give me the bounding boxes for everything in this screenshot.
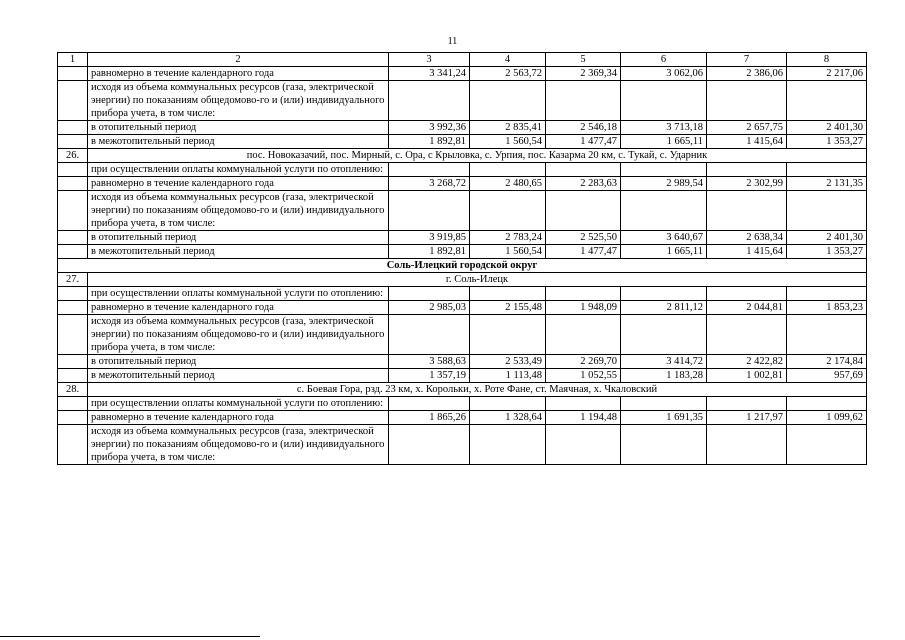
- value-cell: [707, 191, 787, 231]
- table-row: [58, 287, 867, 301]
- value-cell: [470, 287, 546, 301]
- value-cell: 2 155,48: [470, 301, 546, 315]
- value-cell: 2 783,24: [470, 231, 546, 245]
- row-label: в отопительный период: [88, 231, 389, 245]
- location-row: [58, 273, 867, 287]
- column-header: 2: [88, 53, 389, 67]
- location-row: [58, 149, 867, 163]
- value-cell: 1 892,81: [389, 245, 470, 259]
- value-cell: [707, 315, 787, 355]
- value-cell: [546, 287, 621, 301]
- value-cell: 3 341,24: [389, 67, 470, 81]
- value-cell: [707, 397, 787, 411]
- value-cell: [389, 163, 470, 177]
- value-cell: 2 989,54: [621, 177, 707, 191]
- value-cell: [621, 315, 707, 355]
- row-index-cell: [58, 67, 88, 81]
- value-cell: 1 665,11: [621, 135, 707, 149]
- district-heading: Соль-Илецкий городской округ: [58, 259, 867, 273]
- row-label: в отопительный период: [88, 121, 389, 135]
- row-label: равномерно в течение календарного года: [88, 67, 389, 81]
- row-label: при осуществлении оплаты коммунальной услуги по отоплению:: [88, 287, 389, 301]
- value-cell: 1 691,35: [621, 411, 707, 425]
- value-cell: 1 853,23: [787, 301, 867, 315]
- value-cell: 2 386,06: [707, 67, 787, 81]
- value-cell: 1 415,64: [707, 245, 787, 259]
- value-cell: 1 217,97: [707, 411, 787, 425]
- value-cell: 1 415,64: [707, 135, 787, 149]
- value-cell: 3 992,36: [389, 121, 470, 135]
- value-cell: 2 480,65: [470, 177, 546, 191]
- table-row: [58, 163, 867, 177]
- row-index-cell: [58, 191, 88, 231]
- table-body: [58, 53, 867, 465]
- table-row: [58, 397, 867, 411]
- value-cell: [546, 397, 621, 411]
- value-cell: [546, 425, 621, 465]
- row-index-cell: [58, 81, 88, 121]
- table-row: [58, 135, 867, 149]
- value-cell: 1 052,55: [546, 369, 621, 383]
- row-label: в межотопительный период: [88, 369, 389, 383]
- row-index-cell: [58, 397, 88, 411]
- value-cell: [621, 397, 707, 411]
- value-cell: [787, 191, 867, 231]
- value-cell: 3 588,63: [389, 355, 470, 369]
- value-cell: 1 357,19: [389, 369, 470, 383]
- row-index-cell: [58, 121, 88, 135]
- value-cell: [470, 191, 546, 231]
- table-row: [58, 67, 867, 81]
- value-cell: [546, 163, 621, 177]
- value-cell: [389, 191, 470, 231]
- column-header: 1: [58, 53, 88, 67]
- value-cell: [389, 397, 470, 411]
- row-label: исходя из объема коммунальных ресурсов (газа, электрической энергии) по показаниям общедомово-го и (или) индивидуального прибора учета, в том числе:: [88, 81, 389, 121]
- value-cell: 2 217,06: [787, 67, 867, 81]
- value-cell: [546, 191, 621, 231]
- row-label: равномерно в течение календарного года: [88, 177, 389, 191]
- value-cell: 1 665,11: [621, 245, 707, 259]
- value-cell: 1 099,62: [787, 411, 867, 425]
- row-index-cell: [58, 245, 88, 259]
- value-cell: [389, 287, 470, 301]
- table-row: [58, 411, 867, 425]
- column-header: 7: [707, 53, 787, 67]
- district-heading-row: [58, 259, 867, 273]
- location-name: пос. Новоказачий, пос. Мирный, с. Ора, с Крыловка, с. Урпия, пос. Казарма 20 км, с. Тукай, с. Ударник: [88, 149, 867, 163]
- row-index-cell: [58, 177, 88, 191]
- value-cell: 1 477,47: [546, 245, 621, 259]
- value-cell: 2 401,30: [787, 231, 867, 245]
- row-label: в межотопительный период: [88, 135, 389, 149]
- location-name: с. Боевая Гора, рзд. 23 км, х. Корольки, х. Роте Фане, ст. Маячная, х. Чкаловский: [88, 383, 867, 397]
- value-cell: [787, 81, 867, 121]
- column-header: 4: [470, 53, 546, 67]
- row-index-cell: [58, 355, 88, 369]
- value-cell: 2 563,72: [470, 67, 546, 81]
- row-label: в межотопительный период: [88, 245, 389, 259]
- value-cell: 957,69: [787, 369, 867, 383]
- value-cell: [470, 81, 546, 121]
- value-cell: [707, 81, 787, 121]
- value-cell: [621, 287, 707, 301]
- table-row: [58, 231, 867, 245]
- value-cell: [787, 425, 867, 465]
- row-index-cell: [58, 411, 88, 425]
- row-index: 26.: [58, 149, 88, 163]
- value-cell: 2 269,70: [546, 355, 621, 369]
- value-cell: [707, 163, 787, 177]
- value-cell: 3 640,67: [621, 231, 707, 245]
- value-cell: 2 302,99: [707, 177, 787, 191]
- value-cell: [470, 397, 546, 411]
- row-index-cell: [58, 369, 88, 383]
- row-index: 27.: [58, 273, 88, 287]
- value-cell: [787, 163, 867, 177]
- value-cell: 3 713,18: [621, 121, 707, 135]
- value-cell: 1 194,48: [546, 411, 621, 425]
- value-cell: 1 328,64: [470, 411, 546, 425]
- row-label: исходя из объема коммунальных ресурсов (газа, электрической энергии) по показаниям общедомово-го и (или) индивидуального прибора учета, в том числе:: [88, 425, 389, 465]
- table-row: [58, 315, 867, 355]
- value-cell: [787, 397, 867, 411]
- table-row: [58, 121, 867, 135]
- value-cell: 3 919,85: [389, 231, 470, 245]
- value-cell: 2 525,50: [546, 231, 621, 245]
- value-cell: 3 414,72: [621, 355, 707, 369]
- value-cell: 1 183,28: [621, 369, 707, 383]
- value-cell: [787, 315, 867, 355]
- value-cell: 2 369,34: [546, 67, 621, 81]
- column-header: 6: [621, 53, 707, 67]
- row-label: при осуществлении оплаты коммунальной услуги по отоплению:: [88, 163, 389, 177]
- row-index-cell: [58, 163, 88, 177]
- table-row: [58, 191, 867, 231]
- table-row: [58, 301, 867, 315]
- table-row: [58, 177, 867, 191]
- value-cell: [621, 163, 707, 177]
- row-label: равномерно в течение календарного года: [88, 301, 389, 315]
- table-row: [58, 369, 867, 383]
- value-cell: [546, 81, 621, 121]
- value-cell: 2 283,63: [546, 177, 621, 191]
- value-cell: 2 811,12: [621, 301, 707, 315]
- row-index-cell: [58, 301, 88, 315]
- column-header: 8: [787, 53, 867, 67]
- value-cell: [707, 425, 787, 465]
- row-index: 28.: [58, 383, 88, 397]
- location-row: [58, 383, 867, 397]
- value-cell: [389, 425, 470, 465]
- value-cell: 1 560,54: [470, 245, 546, 259]
- value-cell: [389, 315, 470, 355]
- value-cell: 1 865,26: [389, 411, 470, 425]
- value-cell: 1 948,09: [546, 301, 621, 315]
- footnote-divider: [0, 636, 260, 637]
- row-label: в отопительный период: [88, 355, 389, 369]
- value-cell: [470, 425, 546, 465]
- value-cell: 1 477,47: [546, 135, 621, 149]
- column-header: 5: [546, 53, 621, 67]
- value-cell: [707, 287, 787, 301]
- value-cell: [621, 81, 707, 121]
- value-cell: [621, 425, 707, 465]
- value-cell: 2 638,34: [707, 231, 787, 245]
- location-name: г. Соль-Илецк: [88, 273, 867, 287]
- value-cell: 1 892,81: [389, 135, 470, 149]
- row-label: равномерно в течение календарного года: [88, 411, 389, 425]
- value-cell: [470, 315, 546, 355]
- table-row: [58, 81, 867, 121]
- value-cell: 1 353,27: [787, 135, 867, 149]
- row-index-cell: [58, 425, 88, 465]
- value-cell: 2 985,03: [389, 301, 470, 315]
- row-index-cell: [58, 231, 88, 245]
- row-index-cell: [58, 135, 88, 149]
- value-cell: 3 268,72: [389, 177, 470, 191]
- value-cell: 1 113,48: [470, 369, 546, 383]
- value-cell: [389, 81, 470, 121]
- value-cell: 1 560,54: [470, 135, 546, 149]
- table-row: [58, 355, 867, 369]
- value-cell: 2 533,49: [470, 355, 546, 369]
- value-cell: 2 401,30: [787, 121, 867, 135]
- page-number: 11: [447, 36, 458, 47]
- value-cell: 2 131,35: [787, 177, 867, 191]
- value-cell: 2 044,81: [707, 301, 787, 315]
- value-cell: 3 062,06: [621, 67, 707, 81]
- value-cell: 2 174,84: [787, 355, 867, 369]
- row-label: исходя из объема коммунальных ресурсов (газа, электрической энергии) по показаниям общедомово-го и (или) индивидуального прибора учета, в том числе:: [88, 191, 389, 231]
- value-cell: [787, 287, 867, 301]
- row-index-cell: [58, 287, 88, 301]
- value-cell: 2 546,18: [546, 121, 621, 135]
- value-cell: 2 835,41: [470, 121, 546, 135]
- column-header: 3: [389, 53, 470, 67]
- table-row: [58, 425, 867, 465]
- value-cell: [470, 163, 546, 177]
- row-label: исходя из объема коммунальных ресурсов (газа, электрической энергии) по показаниям общедомово-го и (или) индивидуального прибора учета, в том числе:: [88, 315, 389, 355]
- value-cell: 1 353,27: [787, 245, 867, 259]
- value-cell: [546, 315, 621, 355]
- table-row: [58, 245, 867, 259]
- column-header-row: [58, 53, 867, 67]
- tariff-table: [57, 52, 867, 465]
- row-index-cell: [58, 315, 88, 355]
- row-label: при осуществлении оплаты коммунальной услуги по отоплению:: [88, 397, 389, 411]
- value-cell: [621, 191, 707, 231]
- value-cell: 2 657,75: [707, 121, 787, 135]
- value-cell: 1 002,81: [707, 369, 787, 383]
- value-cell: 2 422,82: [707, 355, 787, 369]
